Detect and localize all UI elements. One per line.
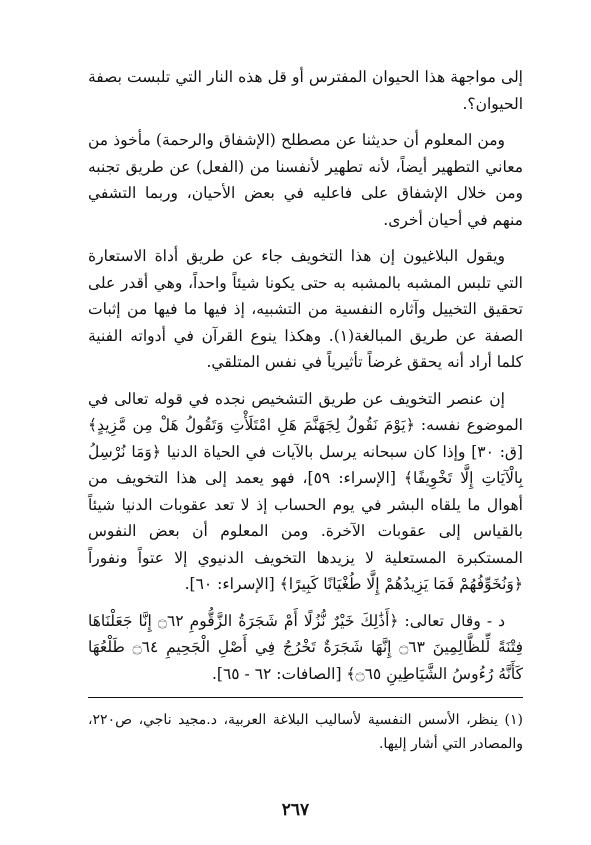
paragraph-2: ومن المعلوم أن حديثنا عن مصطلح (الإشفاق والرحمة) مأخوذ من معاني التطهير أيضاً، لأنه تطهير لأنفسنا من (الفعل) عن طريق تجنبه ومن خلال الإشفاق على فاعليه في بعض الأحيان، وربما التشفي منهم في أحيان أخرى. — [88, 131, 523, 229]
paragraph-5: د - وقال تعالى: ﴿أَذَٰلِكَ خَيْرٌ نُّزُلًا أَمْ شَجَرَةُ الزَّقُّومِ ۝٦٢ إِنَّا جَعَلْنَاهَا فِتْنَةً لِّلظَّالِمِينَ ۝٦٣ إِنَّهَا شَجَرَةٌ تَخْرُجُ فِي أَصْلِ الْجَحِيمِ ۝٦٤ طَلْعُهَا كَأَنَّهُ رُءُوسُ الشَّيَاطِينِ ۝٦٥﴾ [الصافات: ٦٢ - ٦٥]. — [88, 611, 523, 683]
paragraph-3: ويقول البلاغيون إن هذا التخويف جاء عن طريق أداة الاستعارة التي تلبس المشبه بالمشبه به حتى يكونا شيئاً واحداً، وهي أقدر على تحقيق التخييل وآثاره النفسية من التشبيه، إذ فيها ما فيها من إثبات الصفة عن طريق المبالغة(١). وهكذا ينوع القرآن في أدواته الفنية كلما أراد أنه يحقق غرضاً تأثيرياً في نفس المتلقي. — [88, 247, 524, 371]
page-number: ٢٦٧ — [281, 800, 310, 820]
paragraph-4: إن عنصر التخويف عن طريق التشخيص نجده في قوله تعالى في الموضوع نفسه: ﴿يَوْمَ نَقُولُ لِجَهَنَّمَ هَلِ امْتَلَأْتِ وَتَقُولُ هَلْ مِن مَّزِيدٍ﴾ [ق: ٣٠] وإذا كان سبحانه يرسل بالآيات في الحياة الدنيا ﴿وَمَا نُرْسِلُ بِالْآيَاتِ إِلَّا تَخْوِيفًا﴾ [الإسراء: ٥٩]، فهو يعمد إلى هذا التخويف من أهوال ما يلقاه البشر في يوم الحساب إذ لا تعد عقوبات الدنيا شيئاً بالقياس إلى عقوبات الآخرة. ومن المعلوم أن بعض النفوس المستكبرة المستعلية لا يزيدها التخويف الدنيوي إلا عتواً ونفوراً ﴿وَنُخَوِّفُهُمْ فَمَا يَزِيدُهُمْ إِلَّا طُغْيَانًا كَبِيرًا﴾ [الإسراء: ٦٠]. — [88, 389, 523, 593]
footnote: (١) ينظر، الأسس النفسية لأساليب البلاغة العربية، د.مجيد ناجي، ص٢٢٠، والمصادر التي أشار إليها. — [88, 712, 523, 752]
page-body — [88, 64, 523, 770]
footnote-divider — [88, 697, 523, 698]
paragraph-1: إلى مواجهة هذا الحيوان المفترس أو قل هذه النار التي تلبست بصفة الحيوان؟. — [88, 68, 523, 113]
